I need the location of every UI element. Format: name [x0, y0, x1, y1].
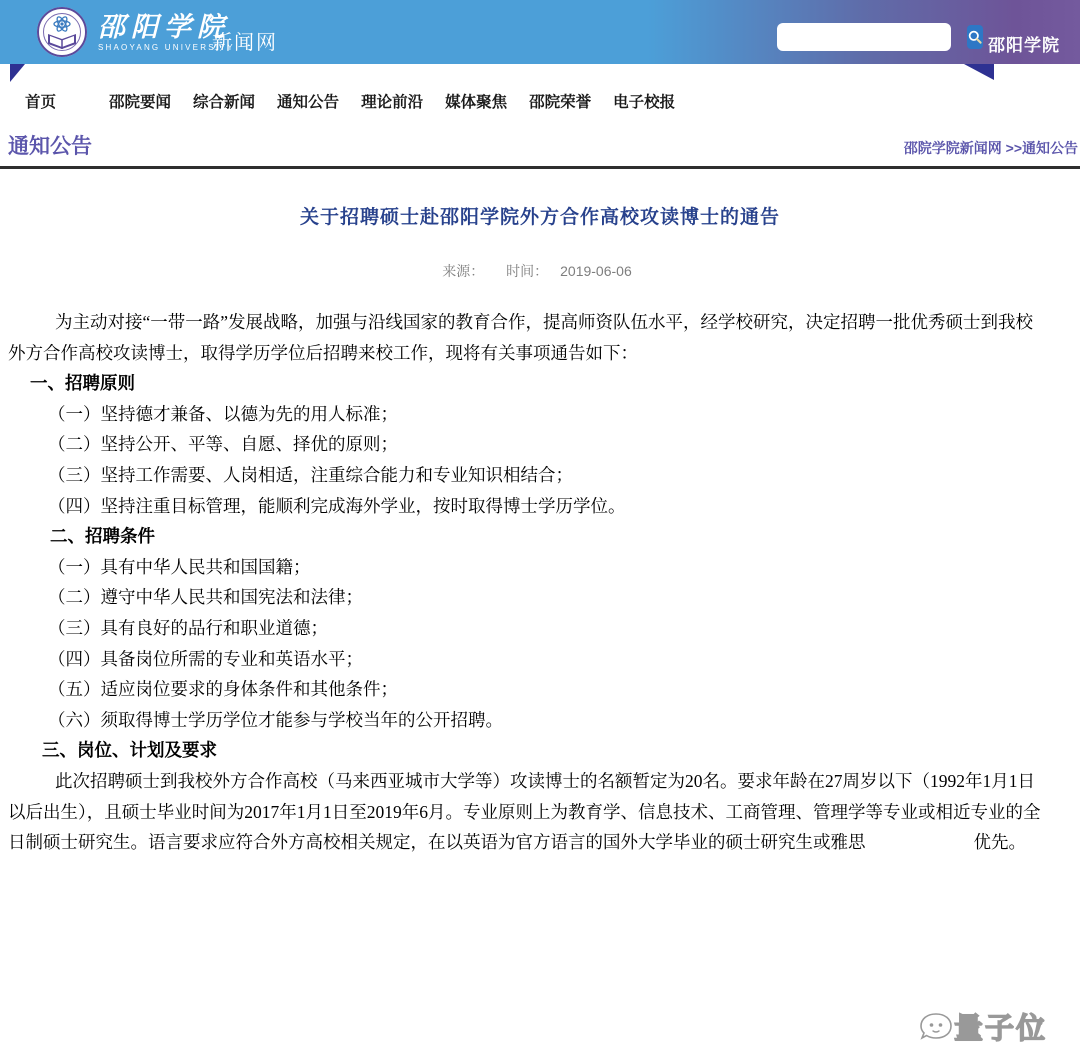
- article-title: 关于招聘硕士赴邵阳学院外方合作高校攻读博士的通告: [299, 207, 780, 228]
- university-name-en: SHAOYANG UNIVERSITY: [98, 43, 235, 52]
- section-heading-1: 一、招聘原则: [30, 373, 135, 394]
- list-item: （六）须取得博士学历学位才能参与学校当年的公开招聘。: [48, 709, 503, 730]
- nav-item-home[interactable]: 首页: [25, 94, 57, 111]
- list-item: （四）具备岗位所需的专业和英语水平；: [48, 648, 363, 669]
- list-item: （三）坚持工作需要、人岗相适，注重综合能力和专业知识相结合；: [48, 464, 573, 485]
- paragraph-intro: 为主动对接“一带一路”发展战略，加强与沿线国家的教育合作，提高师资队伍水平，经学校研究，决定招聘一批优秀硕士到我校外方合作高校攻读博士，取得学历学位后招聘来校工作，现将有关事项通告如下：: [8, 312, 1034, 363]
- search-input[interactable]: [779, 26, 967, 48]
- qbitai-watermark: [918, 1006, 1047, 1047]
- list-item: （五）适应岗位要求的身体条件和其他条件；: [48, 679, 398, 700]
- breadcrumb-current[interactable]: 通知公告: [1022, 140, 1078, 156]
- watermark-obscured-text: [866, 831, 974, 849]
- section-heading-2: 二、招聘条件: [50, 526, 155, 547]
- qbitai-mascot-icon: [918, 1011, 954, 1043]
- university-logo[interactable]: [36, 6, 235, 58]
- site-name: 邵阳学院: [988, 36, 1060, 55]
- paragraph-positions: 此次招聘硕士到我校外方合作高校（马来西亚城市大学等）攻读博士的名额暂定为20名。要求年龄在27周岁以下（1992年1月1日以后出生），且硕士毕业时间为2017年1月1日至2019年6月。专业原则上为教育学、信息技术、工商管理、管理学等专业或相近专业的全日制硕士研究生。语言要求应符合外方高校相关规定，在以英语为官方语言的国外大学毕业的硕士研究生或雅思 优先。: [8, 770, 1041, 853]
- site-header: [0, 0, 1080, 64]
- main-nav: [25, 90, 1080, 112]
- list-item: （二）坚持公开、平等、自愿、择优的原则；: [48, 434, 398, 455]
- section-divider: [0, 166, 1080, 169]
- nav-item-media-focus[interactable]: 媒体聚焦: [445, 94, 508, 111]
- search-icon: [967, 29, 983, 45]
- article-body: [0, 307, 1080, 858]
- article-time: 时间： 2019-06-06: [506, 263, 632, 279]
- section-header: [8, 130, 1078, 160]
- section-title: 通知公告: [8, 135, 92, 158]
- article-meta: [0, 261, 1080, 281]
- nav-item-honors[interactable]: 邵院荣誉: [529, 94, 592, 111]
- list-item: （一）坚持德才兼备、以德为先的用人标准；: [48, 403, 398, 424]
- article-source-label: 来源：: [442, 263, 485, 279]
- breadcrumb: [904, 138, 1078, 160]
- banner-fold-right: [964, 64, 994, 80]
- list-item: （三）具有良好的品行和职业道德；: [48, 617, 328, 638]
- banner-fold-left: [10, 64, 25, 82]
- list-item: （四）坚持注重目标管理，能顺利完成海外学业，按时取得博士学历学位。: [48, 495, 626, 516]
- news-site-label: 新闻网: [212, 32, 278, 54]
- watermark-text: 量子位: [954, 1013, 1048, 1045]
- section-heading-3: 三、岗位、计划及要求: [42, 740, 217, 761]
- breadcrumb-site-link[interactable]: 邵院学院新闻网: [903, 140, 1002, 156]
- nav-item-theory[interactable]: 理论前沿: [361, 94, 424, 111]
- nav-item-college-news[interactable]: 邵院要闻: [109, 94, 172, 111]
- nav-item-e-paper[interactable]: 电子校报: [613, 94, 676, 111]
- article: [0, 202, 1080, 1045]
- breadcrumb-separator: >>: [1001, 140, 1022, 156]
- search-button[interactable]: [967, 25, 983, 49]
- list-item: （一）具有中华人民共和国国籍；: [48, 556, 311, 577]
- university-name-cn: 邵阳学院: [98, 12, 230, 42]
- nav-item-notices[interactable]: 通知公告: [277, 94, 340, 111]
- search-box: [777, 23, 951, 51]
- university-seal-icon: [36, 6, 88, 58]
- nav-item-general-news[interactable]: 综合新闻: [193, 94, 256, 111]
- list-item: （二）遵守中华人民共和国宪法和法律；: [48, 587, 363, 608]
